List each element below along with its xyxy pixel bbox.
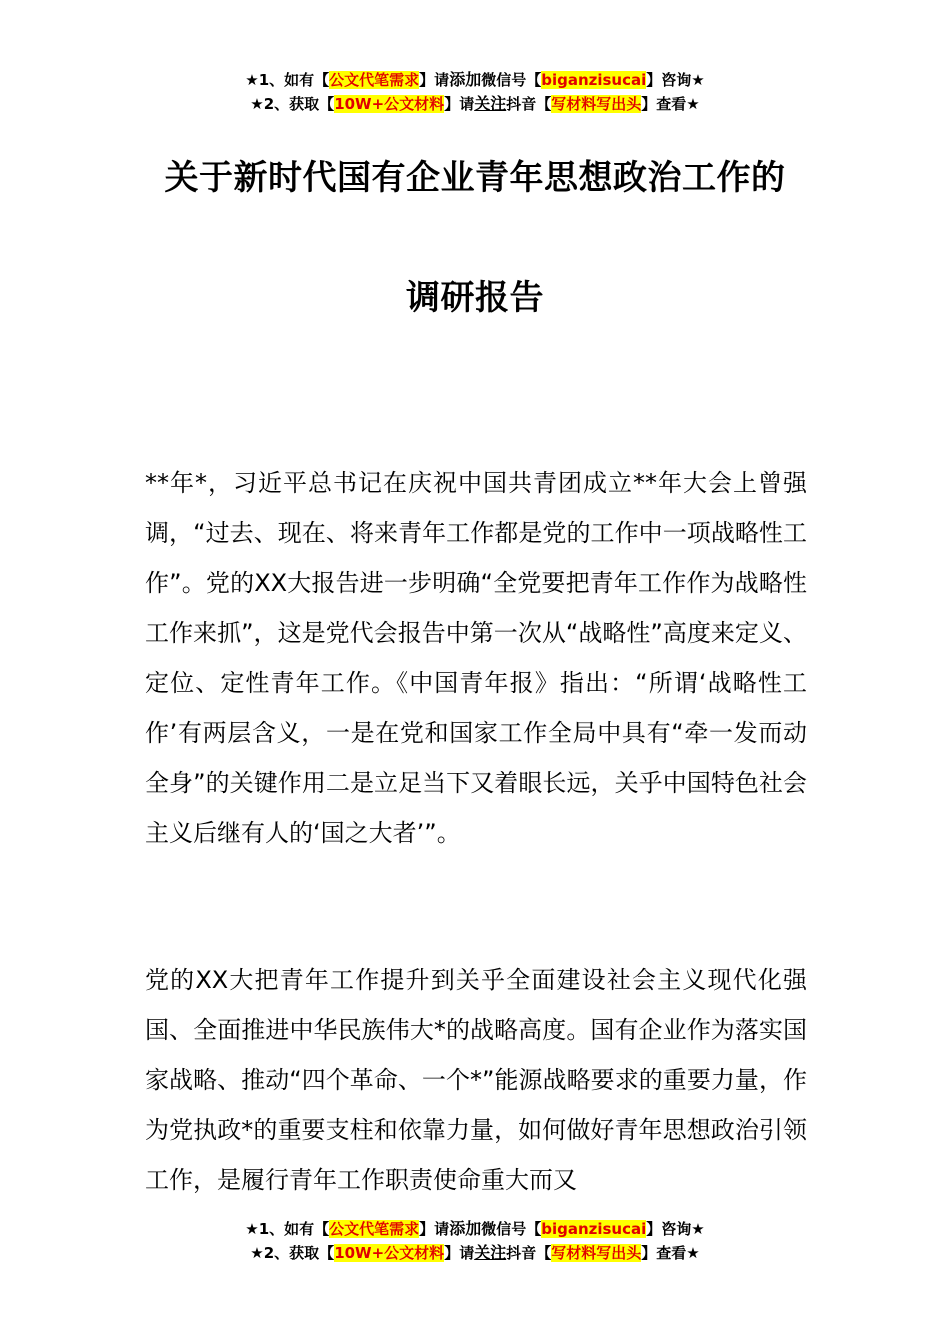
- banner-emphasis: 关注: [474, 1243, 507, 1262]
- highlight-service: 公文代笔需求: [329, 71, 420, 89]
- highlight-douyin-account: 写材料写出头: [551, 1244, 642, 1262]
- banner-emphasis: 添加: [449, 70, 482, 89]
- document-title-line-1: 关于新时代国有企业青年思想政治工作的: [164, 158, 786, 198]
- banner-text: 抖音【: [506, 95, 552, 113]
- banner-line-1: [0, 1217, 950, 1241]
- document-title-line-2: 调研报告: [406, 278, 544, 318]
- banner-text: 】请: [444, 1244, 475, 1262]
- banner-text: 】查看★: [641, 95, 700, 113]
- header-banner: [0, 68, 950, 116]
- banner-line-2: [0, 1241, 950, 1265]
- banner-text: 】查看★: [641, 1244, 700, 1262]
- banner-line-2: [0, 92, 950, 116]
- banner-text: ★1、如有【: [245, 1220, 330, 1238]
- banner-text: 微信号【: [481, 71, 542, 89]
- body-paragraph: **年*，习近平总书记在庆祝中国共青团成立**年大会上曾强调，“过去、现在、将来青年工作都是党的工作中一项战略性工作”。党的XX大报告进一步明确“全党要把青年工作作为战略性工作来抓”，这是党代会报告中第一次从“战略性”高度来定义、定位、定性青年工作。《中国青年报》指出：“所谓‘战略性工作’有两层含义，一是在党和国家工作全局中具有“牵一发而动全身”的关键作用二是立足当下又着眼长远，关乎中国特色社会主义后继有人的‘国之大者’”。: [145, 469, 807, 847]
- highlight-materials: 10W+公文材料: [334, 1244, 445, 1262]
- banner-text: 】请: [419, 71, 450, 89]
- banner-text: 微信号【: [481, 1220, 542, 1238]
- footer-banner: [0, 1217, 950, 1265]
- body-paragraph: 党的XX大把青年工作提升到关乎全面建设社会主义现代化强国、全面推进中华民族伟大*的战略高度。国有企业作为落实国家战略、推动“四个革命、一个*”能源战略要求的重要力量，作为党执政*的重要支柱和依靠力量，如何做好青年思想政治引领工作，是履行青年工作职责使命重大而又: [145, 966, 807, 1194]
- banner-text: 】请: [444, 95, 475, 113]
- banner-text: ★2、获取【: [250, 95, 335, 113]
- banner-emphasis: 关注: [474, 94, 507, 113]
- banner-line-1: [0, 68, 950, 92]
- banner-text: ★2、获取【: [250, 1244, 335, 1262]
- banner-emphasis: 添加: [449, 1219, 482, 1238]
- banner-text: 】咨询★: [646, 71, 705, 89]
- banner-text: ★1、如有【: [245, 71, 330, 89]
- banner-text: 】请: [419, 1220, 450, 1238]
- highlight-wechat-id: biganzisucai: [541, 71, 647, 89]
- highlight-service: 公文代笔需求: [329, 1220, 420, 1238]
- banner-text: 】咨询★: [646, 1220, 705, 1238]
- highlight-douyin-account: 写材料写出头: [551, 95, 642, 113]
- highlight-wechat-id: biganzisucai: [541, 1220, 647, 1238]
- highlight-materials: 10W+公文材料: [334, 95, 445, 113]
- banner-text: 抖音【: [506, 1244, 552, 1262]
